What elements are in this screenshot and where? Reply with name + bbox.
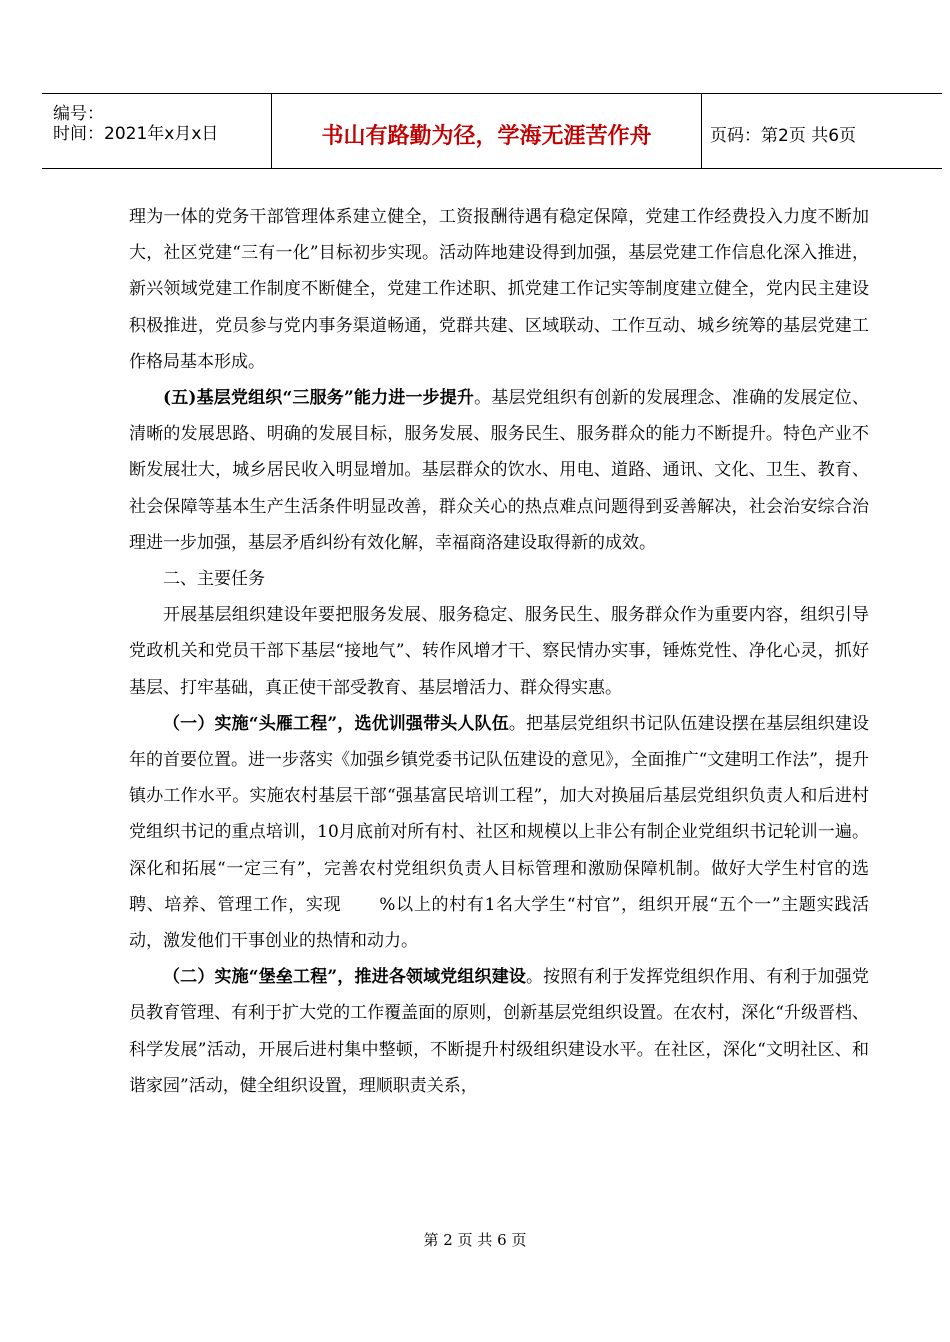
section-heading-main-tasks: 二、主要任务 [163, 569, 265, 590]
header-page-info: 页码：第2页 共6页 [710, 125, 857, 146]
paragraph-5-text-2: %以上的村有1名大学生“村官”，组织开展“五个一”主题实践活动，激发他们干事创业的热情和动力。 [129, 894, 870, 952]
paragraph-2-heading: (五)基层党组织“三服务”能力进一步提升 [163, 388, 475, 409]
paragraph-4: 开展基层组织建设年要把服务发展、服务稳定、服务民生、服务群众作为重要内容，组织引导党政机关和党员干部下基层“接地气”、转作风增才干、察民情办实事，锤炼党性、净化心灵，抓好基层、打牢基础，真正使干部受教育、基层增活力、群众得实惠。 [129, 605, 869, 698]
document-body [129, 199, 869, 1104]
header-motto: 书山有路勤为径，学海无涯苦作舟 [272, 94, 702, 168]
document-header [42, 93, 942, 169]
paragraph-1: 理为一体的党务干部管理体系建立健全，工资报酬待遇有稳定保障，党建工作经费投入力度不断加大，社区党建“三有一化”目标初步实现。活动阵地建设得到加强，基层党建工作信息化深入推进，新兴领域党建工作制度不断健全，党建工作述职、抓党建工作记实等制度建立健全，党内民主建设积极推进，党员参与党内事务渠道畅通，党群共建、区域联动、工作互动、城乡统筹的基层党建工作格局基本形成。 [129, 207, 869, 372]
paragraph-5-text: 。把基层党组织书记队伍建设摆在基层组织建设年的首要位置。进一步落实《加强乡镇党委书记队伍建设的意见》，全面推广“文建明工作法”，提升镇办工作水平。实施农村基层干部“强基富民培训工程”，加大对换届后基层党组织负责人和后进村党组织书记的重点培训，10月底前对所有村、社区和规模以上非公有制企业党组织书记轮训一遍。深化和拓展“一定三有”，完善农村党组织负责人目标管理和激励保障机制。做好大学生村官的选聘、培养、管理工作，实现 [129, 713, 869, 915]
paragraph-5 [129, 706, 869, 959]
paragraph-6-text: 。按照有利于发挥党组织作用、有利于加强党员教育管理、有利于扩大党的工作覆盖面的原则，创新基层党组织设置。在农村，深化“升级晋档、科学发展”活动，开展后进村集中整顿，不断提升村级组织建设水平。在社区，深化“文明社区、和谐家园”活动，健全组织设置，理顺职责关系， [129, 967, 869, 1096]
header-meta-cell [42, 94, 272, 168]
paragraph-2 [129, 380, 869, 561]
number-label: 编号： [53, 104, 104, 124]
paragraph-6 [129, 959, 869, 1104]
time-label: 时间：2021年x月x日 [53, 124, 219, 144]
page-footer: 第 2 页 共 6 页 [423, 1231, 527, 1249]
paragraph-5-heading: （一）实施“头雁工程”，选优训强带头人队伍 [163, 713, 509, 734]
paragraph-6-heading: （二）实施“堡垒工程”，推进各领域党组织建设 [163, 967, 527, 988]
paragraph-2-text: 。基层党组织有创新的发展理念、准确的发展定位、清晰的发展思路、明确的发展目标，服务发展、服务民生、服务群众的能力不断提升。特色产业不断发展壮大，城乡居民收入明显增加。基层群众的饮水、用电、道路、通讯、文化、卫生、教育、社会保障等基本生产生活条件明显改善，群众关心的热点难点问题得到妥善解决，社会治安综合治理进一步加强，基层矛盾纠纷有效化解，幸福商洛建设取得新的成效。 [129, 388, 869, 553]
